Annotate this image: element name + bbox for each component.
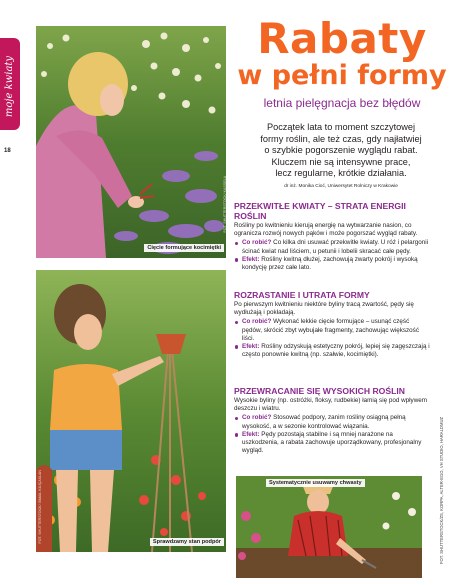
article-subtitle: letnia pielęgnacja bez błędów xyxy=(263,96,421,110)
item-text: Stosować podpory, zanim rośliny osiągną pełną wysokość, a w sezonie kontrolować wiązania. xyxy=(242,414,406,430)
page-photo-credit-wrap xyxy=(437,400,447,580)
page-photo-credit: FOT. SHUTTERSTOCK/ZS, KORPA, ALTER-EGO, VH STUDIO, HARALDMUZ xyxy=(439,416,445,564)
item-label: Co robić? xyxy=(242,239,272,247)
section-faded-flowers xyxy=(234,201,430,272)
lead-paragraph xyxy=(238,122,444,180)
section-overgrowth xyxy=(234,290,430,359)
section-intro: Po pierwszym kwitnieniu niektóre byliny tracą zwartość, pędy się wydłużają i pokładają. xyxy=(234,301,414,317)
item-text: Pędy pozostają stabilne i są mniej narażone na uszkodzenia, a rabata zachowuje uporządkowany, profesjonalny wygląd. xyxy=(242,430,422,455)
caption-pruning: Cięcie formujące kocimiętki xyxy=(144,244,224,252)
photo-weeding-illustration xyxy=(236,476,422,578)
section-title: ROZRASTANIE I UTRATA FORMY xyxy=(234,290,370,300)
list-item xyxy=(234,318,430,343)
author-byline: dr inż. Monika Cioć, Uniwersytet Rolniczy w Krakowie xyxy=(284,184,398,189)
section-list xyxy=(234,239,430,272)
section-tall-plants xyxy=(234,386,430,455)
item-text: Wykonać lekkie cięcie formujące – usunąć część pędów, skrócić zbyt wybujałe fragmenty, zachowując większość liści. xyxy=(242,318,419,342)
item-label: Efekt: xyxy=(242,430,260,438)
item-label: Co robić? xyxy=(242,318,272,326)
photo-supports-illustration xyxy=(36,270,226,552)
section-tab-label: moje kwiaty xyxy=(4,55,16,117)
section-intro: Rośliny po kwitnieniu kierują energię na wytwarzanie nasion, co ogranicza rozwój nowych pąków i może pogorszać wygląd rabaty. xyxy=(234,222,418,238)
item-text: Rośliny odzyskują estetyczny pokrój, lepiej się zagęszczają i często ponownie kwitną (np. szałwie, kocimiętki). xyxy=(242,343,430,359)
item-label: Efekt: xyxy=(242,255,260,263)
item-text: Rośliny kwitną dłużej, zachowują zwarty pokrój i wysoką kondycję przez całe lato. xyxy=(242,255,418,272)
photo-supports xyxy=(36,270,226,552)
list-item xyxy=(234,343,430,359)
lead-line: o szybkie pogorszenie wyglądu rabat. xyxy=(264,145,418,156)
item-label: Co robić? xyxy=(242,414,272,422)
photo-pruning xyxy=(36,26,226,258)
photo-credit-top: FOT. SHUTTERSTOCK/ KASSELA xyxy=(223,176,227,233)
page-number: 18 xyxy=(4,148,11,154)
lead-line: Początek lata to moment szczytowej xyxy=(266,122,416,132)
photo-weeding xyxy=(236,476,422,578)
item-text: Co kilka dni usuwać przekwitłe kwiaty. U róż i pelargonii ścinać kwiat nad liściem, u petunii i lobelii skracać całe pędy. xyxy=(242,239,429,255)
article-title-line-2: w pełni formy xyxy=(237,60,447,91)
section-title: PRZEWRACANIE SIĘ WYSOKICH ROŚLIN xyxy=(234,386,405,396)
photo-pruning-illustration xyxy=(36,26,226,258)
list-item xyxy=(234,239,430,255)
caption-supports: Sprawdzamy stan podpór xyxy=(150,538,224,546)
lead-line: lecz regularne, krótkie działania. xyxy=(275,168,407,179)
list-item xyxy=(234,414,430,430)
list-item xyxy=(234,256,430,272)
section-title: PRZEKWITŁE KWIATY – STRATA ENERGII ROŚLIN xyxy=(234,201,406,221)
section-intro: Wysokie byliny (np. ostróżki, floksy, rudbekie) łamią się pod wpływem deszczu i wiatru. xyxy=(234,397,427,413)
item-label: Efekt: xyxy=(242,343,260,351)
list-item xyxy=(234,431,430,456)
lead-line: Kluczem nie są intensywne prace, xyxy=(271,156,411,167)
section-list xyxy=(234,318,430,359)
caption-weeding: Systematycznie usuwamy chwasty xyxy=(266,479,365,487)
article-title-line-1: Rabaty xyxy=(257,14,427,63)
section-list xyxy=(234,414,430,455)
photo-credit-bottom: FOT. SHUTTERSTOCK/ ISMAIL KILIÇASLAN xyxy=(38,470,42,544)
lead-line: formy roślin, ale też czas, gdy najłatwiej xyxy=(260,133,422,144)
section-tab-label-wrap xyxy=(1,46,19,126)
